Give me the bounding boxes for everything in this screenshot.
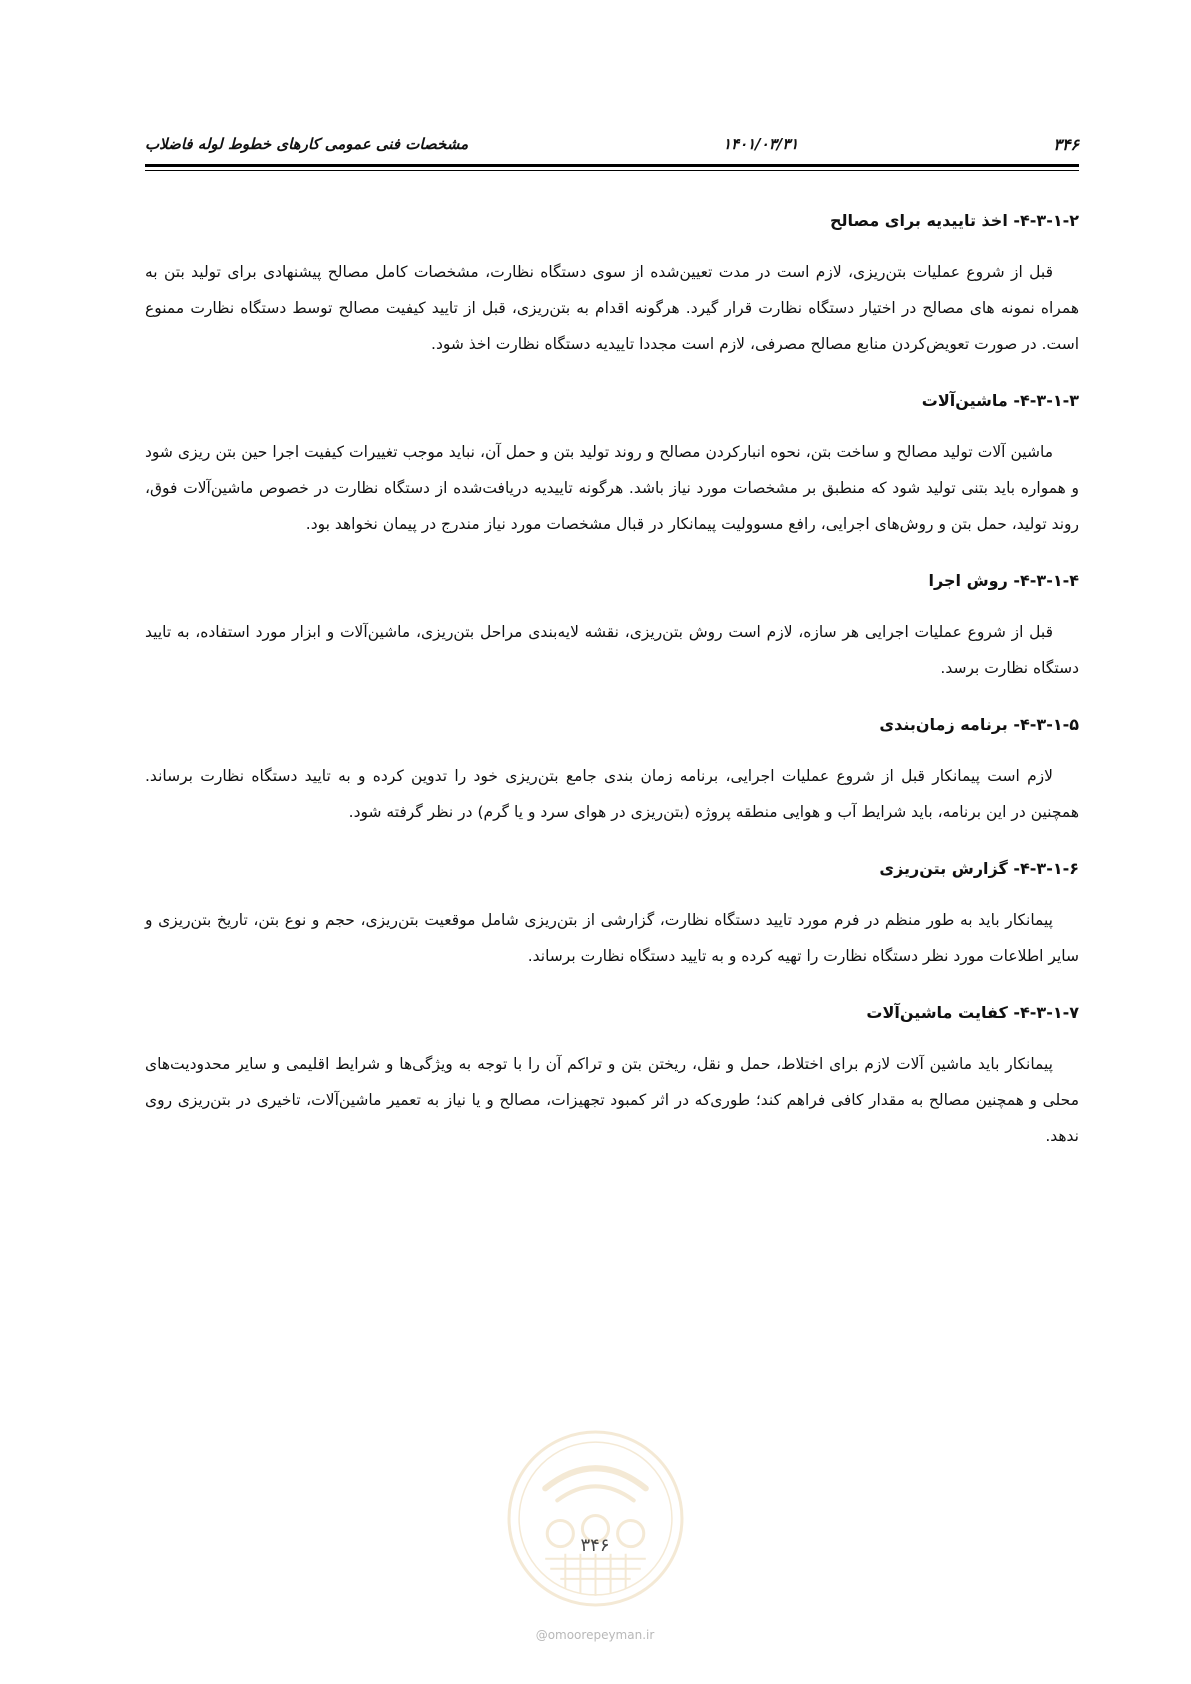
- section-paragraph: پیمانکار باید ماشین آلات لازم برای اختلاط، حمل و نقل، ریختن بتن و تراکم آن را با توجه به ویژگی‌ها و شرایط اقلیمی و سایر محدودیت‌های محلی و همچنین مصالح به مقدار کافی فراهم کند؛ طوری‌که در اثر کمبود تجهیزات، مصالح و یا نیاز به تعمیر ماشین‌آلات، تاخیری در بتن‌ریزی روی ندهد.: [145, 1055, 1079, 1145]
- section-paragraph: قبل از شروع عملیات بتن‌ریزی، لازم است در مدت تعیین‌شده از سوی دستگاه نظارت، مشخصات کامل مصالح پیشنهادی برای تولید بتن به همراه نمونه های مصالح در اختیار دستگاه نظارت قرار گیرد. هرگونه اقدام به بتن‌ریزی، قبل از تایید کیفیت مصالح توسط دستگاه نظارت ممنوع است. در صورت تعویض‌کردن منابع مصالح مصرفی، لازم است مجددا تاییدیه دستگاه نظارت اخذ شود.: [145, 263, 1079, 353]
- header-page-number: ۳۴۶: [1053, 134, 1079, 154]
- page-header: [145, 128, 1079, 160]
- section-paragraph: ماشین آلات تولید مصالح و ساخت بتن، نحوه انبارکردن مصالح و روند تولید بتن و حمل آن، نباید موجب تغییرات کیفیت اجرا حین بتن ریزی شود و همواره باید بتنی تولید شود که منطبق بر مشخصات مورد نیاز باشد. هرگونه تاییدیه دریافت‌شده از دستگاه نظارت در خصوص ماشین‌آلات فوق، روند تولید، حمل بتن و روش‌های اجرایی، رافع مسوولیت پیمانکار در قبال مشخصات مورد نیاز مندرج در پیمان نخواهد بود.: [145, 443, 1079, 533]
- header-title: مشخصات فنی عمومی کارهای خطوط لوله فاضلاب: [145, 135, 469, 153]
- main-content: [145, 210, 1079, 1182]
- section-heading: ۴-۳-۱-۲- اخذ تاییدیه برای مصالح: [830, 211, 1079, 230]
- section-heading: ۴-۳-۱-۵- برنامه زمان‌بندی: [879, 715, 1079, 734]
- footer-page-number: ۳۴۶: [580, 1535, 610, 1556]
- header-rule-thick: [145, 164, 1079, 167]
- section-paragraph: قبل از شروع عملیات اجرایی هر سازه، لازم است روش بتن‌ریزی، نقشه لایه‌بندی مراحل بتن‌ریزی، ماشین‌آلات و ابزار مورد استفاده، به تایید دستگاه نظارت برسد.: [145, 623, 1079, 677]
- section-heading: ۴-۳-۱-۳- ماشین‌آلات: [921, 391, 1079, 410]
- section-heading: ۴-۳-۱-۶- گزارش بتن‌ریزی: [879, 859, 1079, 878]
- header-rule-thin: [145, 170, 1079, 171]
- footer-website-link[interactable]: @omoorepeyman.ir: [535, 1628, 655, 1642]
- section-heading: ۴-۳-۱-۷- کفایت ماشین‌آلات: [866, 1003, 1079, 1022]
- section-paragraph: پیمانکار باید به طور منظم در فرم مورد تایید دستگاه نظارت، گزارشی از بتن‌ریزی شامل موقعیت بتن‌ریزی، حجم و نوع بتن، تاریخ بتن‌ریزی و سایر اطلاعات مورد نظر دستگاه نظارت را تهیه کرده و به تایید دستگاه نظارت برساند.: [145, 911, 1079, 965]
- header-date: ۱۴۰۱/۰۳/۳۱: [722, 135, 799, 153]
- section-paragraph: لازم است پیمانکار قبل از شروع عملیات اجرایی، برنامه زمان بندی جامع بتن‌ریزی خود را تدوین کرده و به تایید دستگاه نظارت برساند. همچنین در این برنامه، باید شرایط آب و هوایی منطقه پروژه (بتن‌ریزی در هوای سرد و یا گرم) در نظر گرفته شود.: [145, 767, 1079, 821]
- section-heading: ۴-۳-۱-۴- روش اجرا: [928, 571, 1079, 590]
- seal-logo-icon: [505, 1428, 686, 1609]
